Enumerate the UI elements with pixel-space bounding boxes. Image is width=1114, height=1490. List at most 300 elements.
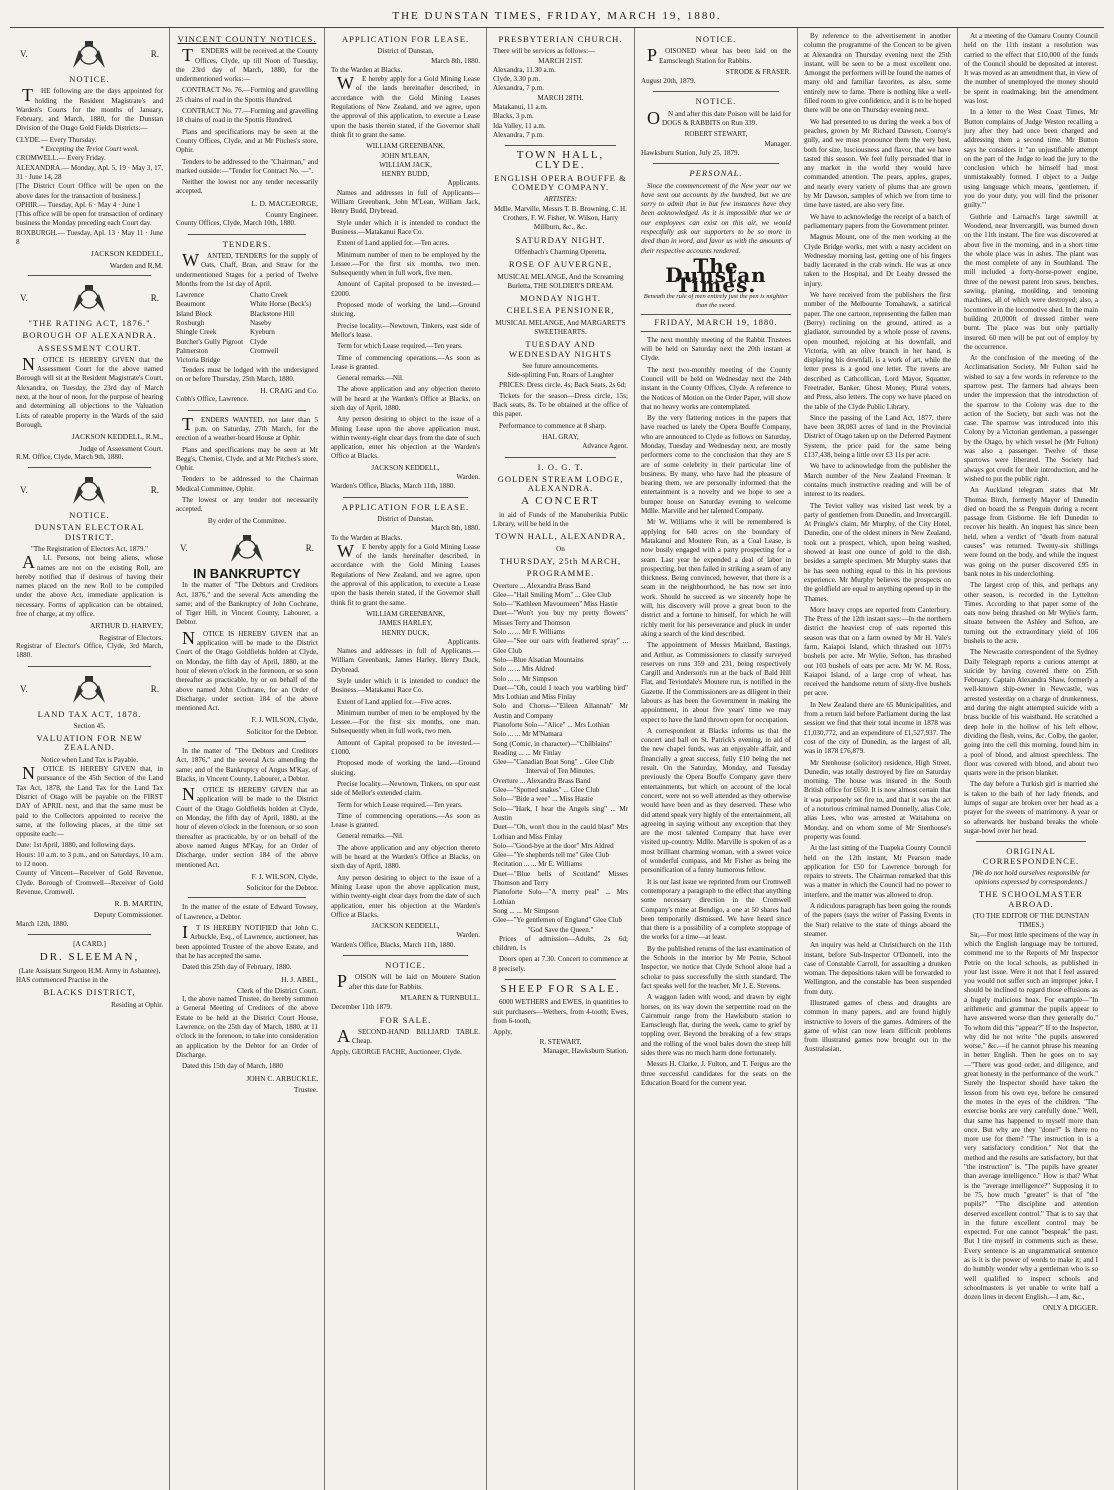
signature-place: Registrar of Elector's Office, Clyde, 3rd March, 1880. [16,641,163,660]
court-ophir-note: [This office will be open for transaction of ordinary business the Monday preceding each Court day. [16,210,163,228]
addressed: Tenders to be addressed to the "Chairman," and marked outside:—"Tender for Contract No. —". [176,157,318,175]
list-item: Butcher's Gully Pigroot [176,337,244,346]
iogt-heading: I. O. G. T. [537,461,584,472]
correspondence-heading: ORIGINAL CORRESPONDENCE. [982,846,1080,866]
table-row: Solo—"Good-bye at the door" Mrs Aldred [493,841,614,850]
signature-date: December 11th 1879. [331,1003,392,1012]
lease-to: To the Warden at Blacks. [331,65,403,74]
signature-title: Warden. [456,473,480,482]
table-row: Duet—"Won't you buy my pretty flowers" Misses Terry and Thomson [493,609,628,627]
court-clyde: CLYDE.— Every Thursday. [16,135,97,144]
signature: F. J. WILSON, Clyde, [251,871,318,881]
column-7 [958,28,1104,1490]
lease-to-2: To the Warden at Blacks. [331,533,403,542]
card-district: BLACKS DISTRICT, [43,987,136,998]
article-paragraph: We had presented to us during the week a box of peaches, grown by Mr Richard Dawson, Conroy's gully, and we must pronounce them the very best, both for size, lusciousness and flavor, that we have tasted this season. We feel fully persuaded that in any market in the world they would have commanded attention. The pears, apples, grapes, and nearly every variety of plums that are grown by Mr Dawson, samples of which we from time to time have tasted, are also very fine. [804,117,951,210]
crest-letter-left: V. [180,543,188,554]
table-row: Overture ... Alexandra Brass Band [493,581,591,590]
lease-name: HENRY DUCK, [381,628,430,637]
table-row: Duet—"Oh, won't thou in the cauld blast" Mrs Lothian and Miss Finlay [493,823,628,841]
assessment-heading: ASSESSMENT COURT. [37,342,142,353]
signature: R. B. MARTIN, [114,899,163,909]
bankruptcy-3-date: Dated this 25th day of February, 1880. [182,963,292,972]
lease-name: JOHN M'LEAN, [381,151,430,160]
article-paragraph: Illustrated games of chess and draughts are common in many papers, and are found highly instructive to lovers of the games. Admirers of the game of whist can now learn difficult problems from illustrated games now brought out in the Australasian. [804,998,951,1054]
notice2-body: ON and after this date Poison will be laid for DOGS & RABBITS on Run 339. [647,107,791,128]
signature: STRODE & FRASER. [725,67,791,76]
notice-intro: THE following are the days appointed for holding the Resident Magistrate's and Warden's Courts for the months of January, February, and March, 1880, for the Dunstan Division of the Otago Gold Fields Districts:— [16,85,163,133]
poison-body: POISON will be laid on Moutere Station after this date for Rabbits. [337,971,480,992]
land-tax-heading: LAND TAX ACT, 1878. [37,708,142,719]
offenbach: Offenbach's Charming Operetta, [514,247,607,256]
lease-body-2: WE hereby apply for a Gold Mining Lease of the lands hereinafter described, in accordance with the Gold Mining Leases Regulations of New Zealand, and we agree, upon the approval of this application, to execute a Lease upon the basis therein stated, if the Governor shall think fit to grant the same. [331,540,480,607]
valuation-heading: VALUATION FOR NEW ZEALAND. [36,733,143,753]
poisoned-notice-heading: NOTICE. [695,34,737,44]
church-intro: There will be services as follows:— [493,47,596,56]
table-row: Glee—"See our oars with feathered spray" ... Glee Club [493,637,628,655]
lease-style: Style under which it is intended to conduct the Business.—Matakanui Race Co. [331,218,480,236]
personal-body: Since the commencement of the New year our we have sent out accounts by the hundred, but we are sorry to admit that in but few instances have they been acknowledged. As it is impossible that we or our employees can exist on this air, we would respectfully ask our supporters to be so more in deed than in word, and favor us with the amounts of their respective accounts rendered. [641,181,791,255]
borough-heading: BOROUGH OF ALEXANDRA. [22,330,157,341]
assessment-body: NOTICE IS HEREBY GIVEN that the Assessment Court for the above named Borough will sit at the Resident Magistrate's Court, Alexandra, on Tuesday, the 23rd day of March next, at the hour of noon, for the purpose of hearing and determining all objections to the Valuation Lists of rateable property in the Wards of the said Borough. [16,353,163,429]
bankruptcy-2: In the matter of "The Debtors and Creditors Act, 1876," and the several Acts amending the same; and of the Bankruptcy of Angus M'Kay, of Blacks, in Vincent County, Labourer, a Debtor. [176,747,318,783]
signature-title: Solicitor for the Debtor. [246,883,318,893]
royal-coat-of-arms-icon [65,282,113,316]
letter-body: Sir,—For most little specimens of the way in which the English language may be tortured, commend me to the Reports of Mr Inspector Petrie on the local schools, as published in your last issue. Were it not that I feel assured you would not suffer such an improper joke, I should be inclined to regard those effusions as a hugely malicious hoax. For example—"In arithmetic and grammar the pupils appear to have answered worse than they generally do." To whom did this "appear?" If to the Inspector, why did he not write "the pupils answered worse," &c.—if he cannot phrase his meaning in better English. Then he goes on to say—"There was good order, and diligence, and great honesty in the performance of the work." Surely the Inspector should have taken the lesson from his own eye, before he censured the motes in the eyes of the children. "The exercise books are very carefully done." Well, that same has happened to myself more than once. But why are they "done?" Is there no more use for them? "The instruction in is a very satisfactory condition." Not that the method and the results are satisfactory, but that "the instruction" is. "The pupils have greater than average intelligence." How is that? What is the "average intelligence?" Supposing it to be 75, how much "greater" is that of "the pupils?" "The discipline and attention deserved excellent control." That is to say that in the future excellent control may be expected. For one cannot "bespeak" the past. But I tire myself in comments such as these. Every sentence is an ungrammatical sentence as is it is the power of words to make it; and I do humbly wonder why a gentleman who is so well qualified to inspect schools and schoolmasters is yet unable to write half a dozen lines in decent English.—I am, &c., [964,930,1098,1302]
article-paragraph: We have received from the publishers the first number of the Melbourne Tomahawk, a satirical paper. The one cartoon, representing the fallen man (Berry) reclining on the ground, attired as a gladiator, surrounded by a whole posse of ravens, open mouthed, rejoicing at his downfall, and Victoria, with an olive branch in her hand, is displaying his downfall, is a work of art, while the letter press is a good one letter. The ravens are described as Cathcollican, Lord Mayor, Squatter, Freetrader, Banker, Ghost Money, Plural voters, and Press, also letters. The copy we have placed on the table of the Clyde Public Library. [804,291,951,411]
table-row: Solo—"Hark, I hear the Angels sing" ... Mr Austin [493,804,628,822]
signature: H. J. ABEL, [281,974,318,984]
crest-letter-left: V. [20,293,28,304]
article-paragraph: We have to acknowledge from the publisher the March number of the New Zealand Freeman. It contains much instructive reading and will be of interest to its readers. [804,462,951,499]
signature-title: Trustee. [293,1084,318,1094]
concert-on: On [556,544,565,553]
table-row: Solo ... ... Mr Simpson [493,674,558,683]
lease-applicants-2: Applicants. [447,637,480,646]
article-paragraph: By the very flattering notices in the papers that have reached us lately the Opera Bouffe Company, who are announced to Clyde as follows on Saturday, Monday, Tuesday and Wednesday next, are mostly performers come to the conclusion that they are S are of some celebrity in their particular line of business. By many, who have had the pleasure of hearing them, we are personally informed that the entertainment is a novelty and we hope to see a bumper house on Saturday evening to welcome Mdlle. Marville and her talented Company. [641,414,791,516]
lease-heading: APPLICATION FOR LEASE. [341,34,470,44]
running-head: THE DUNSTAN TIMES, FRIDAY, MARCH 19, 1880. [10,6,1104,28]
lease-men-2: Minimum number of men to be employed by the Lessee.—For the first six months, one man. Subsequently when in full work, two men. [331,708,480,736]
lease-body: WE hereby apply for a Gold Mining Lease of the lands hereinafter described, in accordance with the Gold Mining Leases Regulations of New Zealand, and we agree, upon the approval of this application, to execute a Lease upon the basis therein stated, if the Governor shall think fit to grant the same. [331,73,480,139]
column-5 [635,28,798,1490]
bankruptcy-4-date: Dated this 15th day of March, 1880 [182,1062,284,1071]
signature-date: August 20th, 1879. [641,77,696,86]
lease-extent: Extent of Land applied for.—Ten acres. [337,239,450,248]
signature: JACKSON KEDDELL, R.M., [71,432,163,442]
table-row: "God Save the Queen." [527,925,594,934]
article-paragraph: Magnus Mount, one of the men working at the Clyde Bridge works, met with a nasty accident on Wednesday morning last, getting one of his fingers badly lacerated in the crab winch. He was at once taken to the Hospital, and Dr Leahy dressed the injury. [804,233,951,288]
court-cromwell: CROMWELL.— Every Friday. [16,154,106,163]
land-tax-hours: Hours: 10 a.m. to 3 p.m., and on Saturdays, 10 a.m. to 12 noon. [16,850,163,868]
signature-title: County Engineer. [265,210,318,220]
royal-coat-of-arms-icon [223,532,271,566]
poison-notice-heading: NOTICE. [385,960,426,971]
signature-place: R.M. Office, Clyde, March 9th, 1880. [16,452,124,461]
lease-mode: Proposed mode of working the land.—Ground sluicing. [331,301,480,319]
list-item: Cromwell [250,346,279,355]
list-item: Blacks, 3 p.m. [493,112,534,121]
signature: JACKSON KEDDELL, [371,463,440,472]
list-item: Clyde, 3.30 p.m. [493,75,541,84]
lease-name: WILLIAM GREENBANK, [366,142,445,151]
table-row: Glee—"Ye gentlemen of England" Glee Club [493,916,622,925]
bankruptcy-1: In the matter of "The Debtors and Creditors Act, 1876," and the several Acts amending the same; and of the Bankruptcy of John Cochrane, of Tiger Hill, in Vincent County, Labourer, a Debtor. [176,581,318,627]
letter-heading: THE SCHOOLMASTER ABROAD. [978,889,1084,909]
bankruptcy-3: In the matter of the estate of Edward Towsey, of Lawrence, a Debtor. [176,903,318,921]
list-item: White Horse (Beck's) [250,300,312,309]
monday-heading: MONDAY NIGHT. [520,293,601,304]
signature: ROBERT STEWART, [684,130,748,139]
concert-body: in aid of Funds of the Manuherikia Public Library, will be held in the [493,510,628,529]
table-row: Solo ... ... Mr F. Williams [493,628,565,637]
signature-title: Solicitor for the Debtor. [246,726,318,736]
royal-coat-of-arms-icon [65,474,113,508]
stage-list [176,291,318,365]
column-1 [10,28,170,1490]
town-hall-heading: TOWN HALL, CLYDE. [516,149,605,171]
signature: JACKSON KEDDELL, [90,249,163,259]
signature-place: Hawksburn Station, July 25, 1879. [641,148,740,157]
electoral-act: "The Registration of Electors Act, 1879." [30,544,149,553]
lease-district: District of Dunstan, [377,47,434,56]
tuesday-rest: See future announcements. [522,361,599,370]
table-row: Glee—"Canadian Boat Song" .. Glee Club [493,758,614,767]
table-row: Solo and Chorus—"Eileen Allannah" Mr Austin and Company [493,702,628,720]
article-paragraph: The Teviot valley was visited last week by a party of gentlemen from Dunedin, and Invercargill. At Pringle's claim, Mr Murphy, of the City Hotel, Dunedin, one of the oldest miners in New Zealand, took out a prospect, which, upon being washed, showed at least one ounce of gold to the dish, besides a sample specimen. Mr Murphy states that he has seen nothing equal to this in his previous experience. Mr Murphy believes the prospects on the goldfield are equal to anything opened up in the Thames. [804,501,951,603]
article-paragraph: In New Zealand there are 65 Municipalities, and from a return laid before Parliament during the last session we find that their total income in 1878 was £1,030,772, and an expenditure of £1,527,937. The cost of the city of Dunedin, as the largest of all, was in 1878 £76,879. [804,700,951,756]
list-item: Shingle Creek [176,328,217,337]
crest-letter-right: R. [150,49,159,60]
royal-crest [20,474,159,508]
list-item: Victoria Bridge [176,356,220,365]
lease-capital: Amount of Capital proposed to be invested.—£2000. [331,280,480,298]
interval: Interval of Ten Minutes. [526,767,595,776]
lease-capital-2: Amount of Capital proposed to be invested.—£1000. [331,738,480,757]
monday-rest: MUSICAL MELANGE, And MARGARET'S SWEETHEARTS. [495,318,626,337]
notice2-heading: NOTICE. [695,96,737,107]
crest-letter-left: V. [20,683,28,694]
article-paragraph: The largest crop of this, and perhaps any other season, is recorded in the Lyttelton Times. According to that paper some of the oats now being thrashed on Mr Wylie's farm, situate between the Ashley and Sefton, are turning out the extraordinary yield of 106 bushels to the acre. [964,581,1098,645]
bankruptcy-heading: IN BANKRUPTCY [193,565,301,581]
column-4 [487,28,635,1490]
table-row: Glee—"Hail Smiling Morn" ... Glee Club [493,590,612,599]
poisoned-body: POISONED wheat has been laid on the Earnscleugh Station for Rabbits. [647,45,791,66]
signature: JOHN C. ARBUCKLE, [246,1073,318,1083]
signature: JACKSON KEDDELL, [371,922,440,931]
rating-act-heading: "THE RATING ACT, 1876." [28,317,151,328]
list-item: Ida Valley, 11 a.m. [493,121,546,130]
table-row: Solo—Blue Alsatian Mountains [493,655,584,664]
list-item: Matakanui, 11 a.m. [493,103,548,112]
signature-title: Warden. [456,931,480,940]
electoral-heading: DUNSTAN ELECTORAL DISTRICT. [34,522,145,542]
card-residence: Residing at Ophir. [111,1000,163,1009]
lease-term-2: Term for which Lease required.—Ten years. [337,800,463,809]
signature-title: Clerk of the District Court. [236,985,318,995]
billiard-body: ASECOND-HAND BILLIARD TABLE. Cheap. [337,1025,480,1046]
court-clyde-note: * Excepting the Teviot Court week. [39,145,140,154]
tenders-heading: TENDERS. [222,238,272,249]
signature: L. D. MACGEORGE, [251,198,318,208]
royal-coat-of-arms-icon [65,673,113,707]
contract-77: CONTRACT No. 77.—Forming and gravelling 18 chains of road in the Spottis Hundred. [176,107,318,125]
list-item: Blackstone Hill [250,309,295,318]
lease-name: JAMES HARLEY, [378,619,433,628]
article-paragraph: Since the passing of the Land Act, 1877, there have been 38,083 acres of land in the Provincial District of Otago taken up on the Deferred Payment System, the price paid for the same being £137,438, being a little over £3 11s per acre. [804,413,951,460]
card-label: [A CARD.] [73,940,106,949]
royal-crest [20,673,159,707]
lease-date-2: March 8th, 1880. [431,524,480,533]
signature-place: Cobb's Office, Lawrence. [176,395,249,404]
columns [10,28,1104,1490]
lease-name: WILLIAM JACK, [379,160,432,169]
lease-heading-2: APPLICATION FOR LEASE. [341,501,470,512]
lease-objection-2: The above application and any objection thereto will be heard at the Warden's Office at Blacks, on sixth day of April, 1880. [331,843,480,871]
concert-date: THURSDAY, 25th MARCH, [499,555,622,566]
signature-title: Manager, Hawksburn Station. [543,1046,628,1055]
signature-date: March 12th, 1880. [16,919,69,928]
opera-heading: ENGLISH OPERA BOUFFE & COMEDY COMPANY. [494,172,627,193]
side-splitting: Side-splitting Fun. Roars of Laughter [507,371,614,380]
tenders-body: TENDERS will be received at the County Offices, Clyde, up till Noon of Tuesday, the 23rd day of March, 1880, for the undermentioned works:— [176,45,318,84]
article-paragraph: The next two-monthly meeting of the County Council will be held on Wednesday next the 24th instant in the County Offices, Clyde. A reference to the Notices of Motion on the Order Paper, will show that no heavy works are contemplated. [641,365,791,411]
programme-heading: PROGRAMME. [526,568,595,579]
chelsea-heading: CHELSEA PENSIONER, [506,305,615,316]
letter-signature: ONLY A DIGGER. [1042,1304,1098,1313]
saturday-rest: MUSICAL MELANGE, And the Screaming Burletta, THE SOLDIER'S DREAM. [497,272,624,290]
article-paragraph: A correspondent at Blacks informs us that the concert and ball on St. Patrick's evening, in aid of the new chapel funds, was an enjoyable affair, and financially a great success, fully £10 being the net result. On the Saturday, Monday, and Tuesday previously the Opera Bouffe Company gave there entertainments, but which on account of the local concert, were not so well attended as they otherwise would have been and as they deserved. These who did attend speak very highly of the entertainment, all agreeing in saying without any exception that they are the most talented Company that have ever visited up-country. Mdlle. Marville is spoken of as a most brilliant charming woman, with a sweet voice of wonderful compass, and Mr Fisher as being the personification of a funny humorous fellow. [641,726,791,875]
land-tax-date: Date: 1st April, 1880, and following days. [16,841,136,850]
wanted2-address: Tenders to be addressed to the Chairman Medical Committee, Ophir. [176,475,318,493]
royal-coat-of-arms-icon [65,38,113,72]
list-item: Alexandra, 7 p.m. [493,130,545,139]
land-tax-body: NOTICE IS HEREBY GIVEN that, in pursuance of the 45th Section of the Land Tax Act, 1878, the Land Tax for the Land Tax District of Otago will be payable on the FIRST DAY of APRIL next, and that the same must be paid to the Collectors appointed to receive the same, at the following places, at the time set opposite each:— [16,763,163,839]
billiard-apply: Apply, GEORGE FACHE, Auctioneer, Clyde. [331,1048,462,1057]
lease-names-full: Names and addresses in full of Applicants—William Greenbank, John M'Lean, William Jack, Henry Budd, Drybread. [331,188,480,216]
notice-heading: NOTICE. [69,74,110,84]
lease-term: Term for which Lease required.—Ten years. [337,342,463,351]
plans: Plans and specifications may be seen at the County Offices, Clyde, and at Mr Pitches's store, Ophir. [176,127,318,155]
article-paragraph: By reference to the advertisement in another column the programme of the Concert to be given at Alexandra on Thursday evening next the 25th instant, will be seen to be a most excellent one. Amongst the performers will be found the names of many old and familiar favorites, as also, some entirely new to fame. There is nothing like a well-filled room to give confidence, and it is to be hoped there will be one on Thursday evening next. [804,32,951,115]
article-paragraph: A ridiculous paragraph has been going the rounds of the papers (says the writer of Passing Events in the Star) relative to the state of things aboard the steamer. [804,902,951,938]
article-paragraph: At a meeting of the Oamaru County Council held on the 11th instant a resolution was carried to the effect that £10,000 of the funds of the Council should be deposited at interest. It was moved as an amendment that, in view of the number of unemployed the money should be spent in roadmaking; but the amendment was lost. [964,32,1098,106]
church-date-1: MARCH 21ST. [538,56,583,65]
church-heading: PRESBYTERIAN CHURCH. [498,34,623,44]
article-paragraph: The Newcastle correspondent of the Sydney Daily Telegraph reports a curious attempt at suicide by having covered there on 25th February. Captain Alexandra Shaw, formerly a well-known ship-owner in Newcastle, was arrested yesterday on a charge of drunkenness, and during the night attempted suicide with a brass buckle of his waistband. He scratched a deep hole in the hollow of his left elbow, dividing the flesh, veins, &c. Colby, the gaoler, going into the cell this morning, found him in a pool of blood, and almost speechless. The floor was covered with blood, and about two quarts were in the prison blanket. [964,648,1099,778]
bankruptcy-2-notice: NOTICE IS HEREBY GIVEN that an application will be made to the District Court of the Otago Goldfields holden at Clyde, on Monday, the fifth day of April, 1880, at the hour of eleven o'clock in the forenoon, or so soon thereafter as practicable, by or on behalf of the above named Angus M'Kay, for an Order of Discharge, under section 184 of the above mentioned Act. [176,784,318,869]
performance: Performance to commence at 8 sharp. [499,421,607,430]
table-row: Solo—"Bide a wee" ... Miss Hastie [493,795,593,804]
wanted2-body: TENDERS WANTED, not later than 5 p.m. on Saturday, 27th March, for the erection of a weather-board House at Ophir. [176,413,318,443]
crest-letter-left: V. [20,49,28,60]
table-row: Overture ... Alexandra Brass Band [493,776,591,785]
lease-extent-2: Extent of Land applied for.—Five acres. [337,697,452,706]
wanted2-plans: Plans and specifications may be seen at Mr Begg's, Chemist, Clyde, and at Mr Pitches's store, Ophir. [176,445,318,473]
court-alexandra: ALEXANDRA.— Monday, Apl. 5, 19 · May 3, 17, 31 · June 14, 28 [16,163,163,181]
royal-crest [180,532,314,566]
wanted2-lowest: The lowest or any tender not necessarily accepted. [176,496,318,514]
masthead: The Dunstan Times. [665,253,767,297]
table-row: Pianoforte Solo—"Alice" ... Mrs Lothian [493,721,610,729]
electoral-body: ALL Persons, not being aliens, whose names are not on the existing Roll, are hereby notified that if desirous of having their names placed on the new Roll to be compiled under the above Act, immediate application is necessary. Forms of application can be obtained, free of charge, at my office. [16,552,163,619]
signature-title: Advance Agent. [582,442,628,451]
admission: Prices of admission—Adults, 2s 6d; children, 1s [493,934,628,953]
article-paragraph: Mr Stenhouse (solicitor) residence, High Street, Dunedin, was totally destroyed by fire on Saturday morning. The house was insured in the South British office for £650. It is now almost certain that it was purposely set fire to, and that it was the act of a notorious criminal named Donnelly, alias Cole, alias Lees, who was arrested at Waitahuna on Monday, and on whom some of Mr Stenhouse's property was found. [804,758,951,841]
lodge-heading: GOLDEN STREAM LODGE, ALEXANDRA. [497,473,624,494]
signature-place: County Offices, Clyde, March 10th, 1880. [176,219,296,228]
table-row: Duet—"Blue bells of Scotland" Misses Thomson and Terry [493,869,628,888]
artistes-list: Mdlle. Marville, Messrs T. B. Browning, C. H. Crothers, F. W. Fisher, W. Wilson, Harry Millburn, &c., &c. [494,204,627,232]
tickets: Tickets for the season—Dress circle, 15s; Back seats, 8s. To be obtained at the office of this paper. [493,391,628,419]
court-roxburgh: ROXBURGH.— Tuesday, Apl. 13 · May 11 · June 8 [16,228,163,247]
rose-heading: ROSE OF AUVERGNE, [508,259,613,270]
table-row: Pianoforte Solo—"A merry peal" ... Mrs Lothian [493,888,628,906]
lease-locality: Precise locality.—Newtown, Tinkers, east side of Mellor's lease. [331,321,480,339]
lease-name: WILLIAM GREENBANK, [366,609,445,618]
column-6 [798,28,958,1490]
list-item: Alexandra, 11.30 a.m. [493,65,556,74]
prices: PRICES: Dress circle, 4s; Back Seats, 2s 6d; [499,380,627,389]
contract-76: CONTRACT No. 76.—Forming and gravelling 25 chains of road in the Spottis Hundred. [176,86,318,104]
signature: ARTHUR D. HARVEY, [90,621,163,631]
signature-title: Warden and R.M. [109,260,163,270]
lease-remarks-2: General remarks.—Nil. [337,832,404,841]
table-row: Solo ... ... Mr M'Namara [493,730,563,739]
article-paragraph: More heavy crops are reported from Canterbury. The Press of the 12th instant says:—In the northern district the heaviest crop of oats reported this season was that on a farm owned by Mr H. Vale's farm, Kaiapoi Island, which thrashed out 107½ bushels per acre. Mr Wylie, Sefton, has thrashed out 103 bushels of oats per acre. Mr W. M. Ross, Kaiapoi Island, of a large crop of wheat, has received the handsome return of sixty-five bushels per acre. [804,605,951,698]
bankruptcy-4: I, the above named Trustee, do hereby summon a General Meeting of Creditors of the above Estate to be held at the District Court House, Lawrence, on the 25th day of March, 1880, at 11 o'clock in the forenoon, to take into consideration an application by the Debtor for an Order of Discharge. [176,995,318,1059]
lease-date: March 8th, 1880. [431,56,480,65]
lease-applicants: Applicants. [447,179,480,188]
valuation-sub: Notice when Land Tax is Payable. [40,755,139,764]
land-tax-county: County of Vincent—Receiver of Gold Revenue, Clyde. Borough of Cromwell—Receiver of Gold Revenue, Cromwell. [16,869,163,896]
table-row: Solo—"Kathleen Mavourneen" Miss Hastie [493,600,618,609]
royal-crest [20,282,159,316]
lease-desiring: Any person desiring to object to the issue of a Mining Lease upon the above application must, within twenty-eight clear days from the date of such application, enter his objection at the Warden's Office at Blacks. [331,415,480,461]
article-paragraph: It is our last issue we reprinted from our Cromwell contemporary a paragraph to the effect that anything some necessary direction in the Cromwell Company's mine at Bendigo, a one at 50 shares had been temporarily dismissed. We have heard since that there is a possibility of a complete stoppage of the works for a time—at least. [641,877,792,942]
lease-name: HENRY BUDD, [381,170,430,179]
signature: HAL GRAY, [542,432,579,441]
signature-title: Manager. [764,139,791,148]
signature-title: Judge of Assessment Court. [79,443,163,453]
crest-letter-left: V. [20,485,28,496]
table-row: Solo ... ... Mrs Aldred [493,665,555,674]
list-item: Chatto Creek [250,291,288,300]
list-item: Clyde [250,337,267,346]
letter-to: (TO THE EDITOR OF THE DUNSTAN TIMES.) [972,912,1090,930]
motto: Beneath the rule of men entirely just the pen is mightier than the sword. [643,292,789,310]
crest-letter-right: R. [150,485,159,496]
lease-mode-2: Proposed mode of working the land.—Ground sluicing. [331,759,480,777]
card-body-2: HAS commenced Practise in the [16,975,109,984]
vincent-heading: VINCENT COUNTY NOTICES. [177,34,317,44]
table-row: Glee—"Spotted snakes" ... Glee Club [493,786,600,795]
personal-heading: PERSONAL. [689,168,743,179]
table-row: Duet—"Oh, could I teach you warbling bird" Mrs Lothian and Miss Finlay [493,683,628,702]
list-item: Beaumont [176,300,206,309]
list-item: Palmerston [176,346,208,355]
card-body: (Late Assistant Surgeon H.M. Army in Ashantee), [18,966,161,975]
bankruptcy-1-notice: NOTICE IS HEREBY GIVEN that an application will be made to the District Court of the Otago Goldfields holden at Clyde, on Monday, the fifth day of April, 1880, at the hour of eleven o'clock in the forenoon, or so soon thereafter as practicable, by or on behalf of the above named John Cochrane, for an Order of Discharge, under section 184 of the above mentioned Act. [176,627,318,713]
article-paragraph: We have to acknowledge the receipt of a batch of parliamentary papers from the Government printer. [804,212,951,230]
sheep-heading: SHEEP FOR SALE. [500,983,621,996]
artistes-label: ARTISTES: [544,195,577,204]
doors: Doors open at 7.30. Concert to commence at 8 precisely. [493,955,628,973]
concert-hall: TOWN HALL, ALEXANDRA, [494,531,627,542]
article-paragraph: Messrs H. Clarke, J. Fulton, and T. Fergus are the three successful candidates for the seats on the Education Board for the current year. [641,1060,791,1087]
dateline: FRIDAY, MARCH 19, 1880. [641,314,791,331]
signature: H. CRAIG and Co. [260,386,318,396]
table-row: Song (Comic, in character)—"Chilblains" [493,739,612,748]
signature-place: Warden's Office, Blacks, March 11th, 1880. [331,482,456,491]
lease-names-full-2: Names and addresses in full of Applicants.—William Greenbank, James Harley, Henry Duck, Drybread. [331,647,480,674]
list-item: Lawrence [176,291,204,300]
article-paragraph: At the conclusion of the meeting of the Acclimatisation Society, Mr Fulton said he wished to say a few words in reference to the sparrow pest. The farmers had always been under the impression that the introduction of the sparrow to the Colony was due to the action of the Society, but such was not the case. The sparrow was introduced into this Colony by a Victorian gentleman, a passenger by the Otago, by which vessel he (Mr Fulton) was also a passenger. Twelve of these sparrows were liberated. The Society had always got credit for their introduction, and he wished to put the public right. [964,354,1098,483]
neither: Neither the lowest nor any tender necessarily accepted. [176,178,318,196]
saturday-heading: SATURDAY NIGHT. [515,234,606,245]
signature: F. J. WILSON, Clyde, [251,715,318,725]
church-date-2: MARCH 28TH. [537,93,584,102]
list-item: Roxburgh [176,319,205,328]
electoral-notice-heading: NOTICE. [69,510,110,521]
crest-letter-right: R. [305,543,314,554]
article-paragraph: In a letter to the West Coast Times, Mr Button complains of Judge Weston recalling a jury after they had once been charged and addressing them a second time. Mr Button says he considers it "an unjustifiable attempt on the part of the Judge to lead the jury to the conclusion which he himself had most unmistakeably formed. I object to a Judge using language which means, 'gentlemen, if you do your duty, you will find the prisoner guilty.'" [964,108,1098,210]
article-paragraph: Mr W. Williams who it will be remembered is applying for 640 acres on the boundary of Matakanui and Moutere Run, as a Coal Lease, is now busily engaged with a party prospecting for a seam. Last year he expended a deal of labor in prospecting, but then failed in striking a seam of any thickness. Being convinced, however, that there is a seam in the neighbourhood, he has now set into work. Should he succeed as we sincerely hope he will, his discovery will prove a great boon to the district and a fortune to himself, for which he will richly merit for his perseverance and pluck in under aking a search of the kind described. [641,518,791,638]
lease-style-2: Style under which it is intended to conduct the Business.—Matakanui Race Co. [331,677,480,695]
sheep-body: 6000 WETHERS and EWES, in quantities to suit purchasers—Wethers, from 4-tooth; Ewes, from 6-tooth, [493,998,628,1025]
article-paragraph: An Auckland telegram states that Mr Thomas Birch, formerly Mayor of Dunedin died on board the ss Penguin during a recent passage from Gisborne. He left Dunedin to recover his health. An inquest has since been held, when a verdict of "death from natural causes" was returned. Twenty-six shillings were found on the body, and while the inquest was going on the purser discovered £95 in bank notes in his underclothing. [964,486,1098,578]
concert-heading: A CONCERT [521,495,600,508]
table-row: Recitation ... ... Mr E. Williams [493,860,583,869]
lease-district-2: District of Dunstan, [377,514,434,523]
court-alexandra-note: [The District Court Office will be open on the above dates for the transaction of business.] [16,182,163,200]
card-name: DR. SLEEMAN, [39,951,140,964]
crest-letter-right: R. [150,293,159,304]
article-paragraph: The next monthly meeting of the Rabbit Trustees will be held on Saturday next the 20th instant at Clyde. [641,335,791,363]
lease-ops: Time of commencing operations.—As soon as Lease is granted. [331,353,480,371]
signature-title: Deputy Commissioner. [93,910,163,920]
column-3 [325,28,487,1490]
signature-place: Warden's Office, Blacks, March 11th, 1880. [331,940,456,949]
table-row: Glee—"Ye shepherds tell me" Glee Club [493,851,609,860]
lease-objection: The above application and any objection thereto will be heard at the Warden's Office at Blacks, on sixth day of April, 1880. [331,385,480,412]
wanted-body: WANTED, TENDERS for the supply of Oats, Chaff, Bran, and Straw for the undermentioned Stages for a period of Twelve Months from the 1st day of April. [176,249,318,288]
court-ophir: OPHIR.— Tuesday, Apl. 6 · May 4 · June 1 [16,200,141,209]
royal-crest [20,38,159,72]
correspondence-note: [We do not hold ourselves responsible for opinions expressed by correspondents.] [971,868,1091,887]
sheep-apply: Apply, [493,1028,513,1037]
table-row: Reading ... ... Mr Finlay [493,748,562,757]
bankruptcy-3-notice: IT IS HEREBY NOTIFIED that John C. Arbuckle, Esq., of Lawrence, auctioneer, has been appointed Trustee of the above Estate, and that he has accepted the same. [176,922,318,960]
signature: M'LAREN & TURNBULL. [400,993,480,1002]
lease-desiring-2: Any person desiring to object to the issue of a Mining Lease upon the above application must, within twenty-eight clear days from the date of such application, enter his objection at the Warden's Office at Blacks. [331,873,480,919]
article-paragraph: The appointment of Messrs Maitland, Bastings, and Arthur, as Commissioners to classify surveyed reserves on runs 359 and 231, being respectively Cargill and Anderson's run at the back of Bald Hill Flat, and Teviotdale's Moutere run, is notified in the Gazette. If the Commissioners are as diligent in their labours as has been the Government in making the appointment, in about five years' time we may expect to have the land thrown open for occupation. [641,641,791,724]
table-row: Song ... ... Mr Simpson [493,906,559,915]
article-paragraph: The day before a Turkish girl is married she is taken to the bath of her lady friends, and lumps of sugar are broken over her head as a prayer for the sweets of matrimony. A year or so afterwards her husband breaks the whole sugar-bowl over her head. [964,780,1098,835]
crest-letter-right: R. [150,683,159,694]
article-paragraph: An inquiry was held at Christchurch on the 11th instant, before Sub-Inspector O'Donnell, into the case of Constable Carroll, for assaulting a drunken woman. The depositions taken will be forwarded to Wellington, and the constable has been suspended from duty. [804,941,951,996]
tuesday-heading: TUESDAY AND WEDNESDAY NIGHTS [509,339,612,359]
signature: R. STEWART, [539,1037,582,1046]
list-item: Naseby [250,319,272,328]
article-paragraph: By the published returns of the last examination of the Schools in the interior by Mr Petrie, School Inspector, we notice that Clyde School alone had a scholar to pass successfully the sixth standard. The fact speaks well for the teacher, Mr J. E. Stevens. [641,944,791,990]
lease-men: Minimum number of men to be employed by the Lessee.—For the first six months, two men. Subsequently when in full work, five men. [331,250,480,278]
list-item: Alexandra, 7 p.m. [493,84,545,93]
lease-locality-2: Precise locality.—Newtown, Tinkers, on spur east side of Mellor's extended claim. [331,779,480,798]
column-2 [170,28,325,1490]
list-item: Island Block [176,309,213,318]
article-paragraph: Guthrie and Larnach's large sawmill at Woodend, near Invercargill, was burned down on the 11th instant. The fire was discovered at about five in the morning, and in a short time the whole place was in ashes. The plant was the most complete of any in Southland. The mill included a forty-horse-power engine, three of the newest patent iron saws, benches, sawing, planing, moulding, and tenoning machines, all of which were destroyed; also, a locomotive in the locomotive shed. In the main building 20,000ft of dressed timber were burnt. The place was but only partially insured. 60 men will be put out of employ by the occurrence. [964,212,1098,351]
